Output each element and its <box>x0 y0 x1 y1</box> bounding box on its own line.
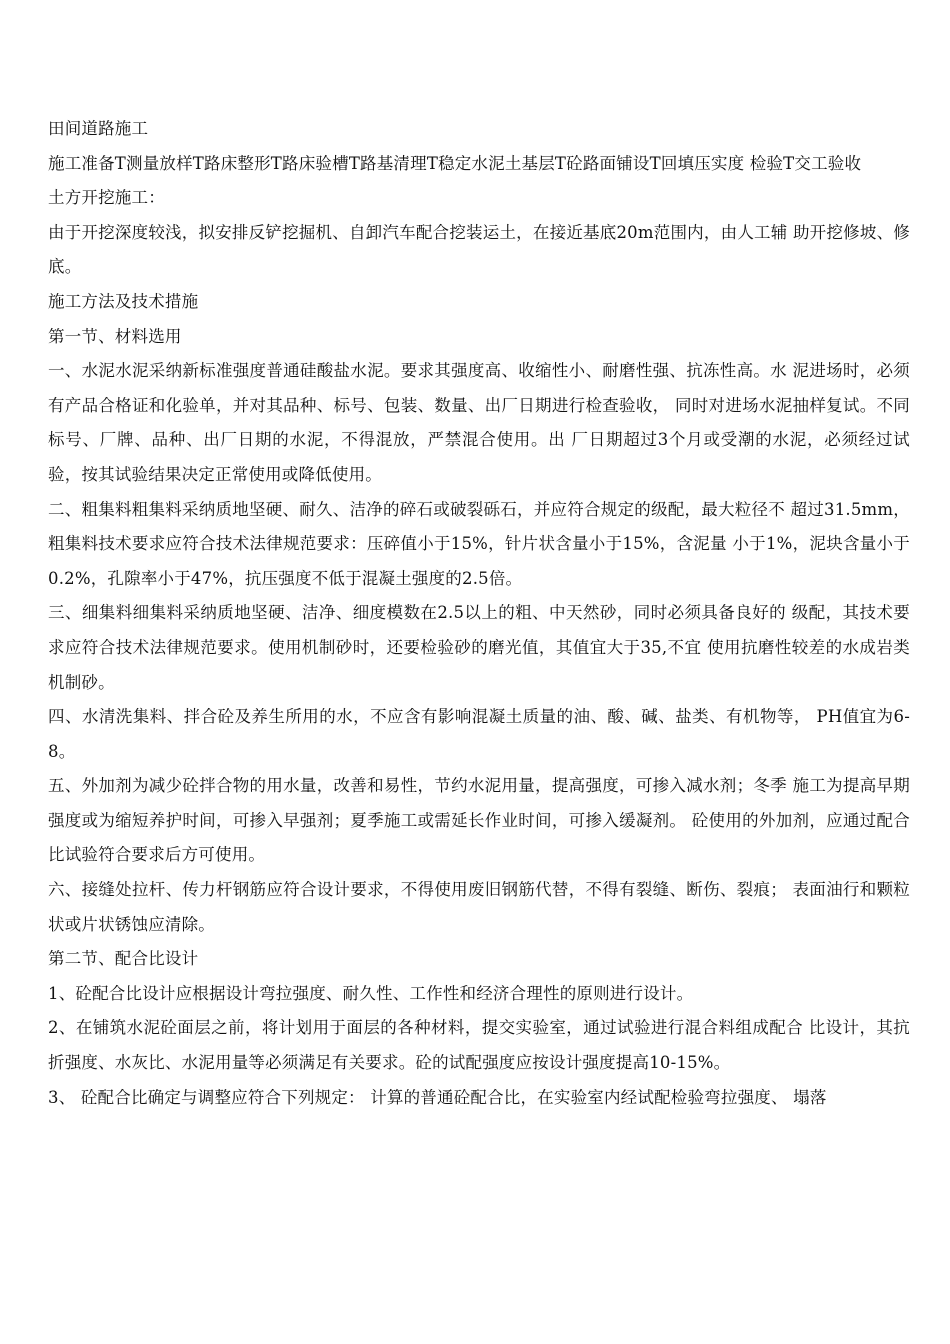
item-admixture: 五、外加剂为减少砼拌合物的用水量，改善和易性，节约水泥用量，提高强度，可掺入减水剂；冬季 施工为提高早期强度或为缩短养护时间，可掺入早强剂；夏季施工或需延长作业时间，可掺入缓凝剂。 砼使用的外加剂，应通过配合比试验符合要求后方可使用。 <box>48 776 910 865</box>
item-water: 四、水清洗集料、拌合砼及养生所用的水，不应含有影响混凝土质量的油、酸、碱、盐类、有机物等， PH值宜为6-8。 <box>48 707 910 761</box>
mix-design-item-1: 1、砼配合比设计应根据设计弯拉强度、耐久性、工作性和经济合理性的原则进行设计。 <box>48 983 694 1003</box>
chapter-title-materials: 第一节、材料选用 <box>48 326 182 346</box>
construction-process-flow: 施工准备T测量放样T路床整形T路床验槽T路基清理T稳定水泥土基层T砼路面铺设T回填压实度 检验T交工验收 <box>48 153 862 173</box>
mix-design-item-3: 3、 砼配合比确定与调整应符合下列规定： 计算的普通砼配合比，在实验室内经试配检验弯拉强度、 塌落 <box>48 1087 827 1107</box>
document-page <box>48 112 910 1115</box>
item-fine-aggregate: 三、细集料细集料采纳质地坚硬、洁净、细度模数在2.5以上的粗、中天然砂，同时必须具备良好的 级配，其技术要求应符合技术法律规范要求。使用机制砂时，还要检验砂的磨光值，其值宜大于35,不宜 使用抗磨性较差的水成岩类机制砂。 <box>48 603 910 692</box>
item-cement: 一、水泥水泥采纳新标准强度普通硅酸盐水泥。要求其强度高、收缩性小、耐磨性强、抗冻性高。水 泥进场时，必须有产品合格证和化验单，并对其品种、标号、包装、数量、出厂日期进行检查验收， 同时对进场水泥抽样复试。不同标号、厂牌、品种、出厂日期的水泥，不得混放，严禁混合使用。出 厂日期超过3个月或受潮的水泥，必须经过试验，按其试验结果决定正常使用或降低使用。 <box>48 361 910 484</box>
section-title-methods: 施工方法及技术措施 <box>48 291 199 311</box>
mix-design-item-2: 2、在铺筑水泥砼面层之前，将计划用于面层的各种材料，提交实验室，通过试验进行混合料组成配合 比设计，其抗折强度、水灰比、水泥用量等必须满足有关要求。砼的试配强度应按设计强度提高10-15%。 <box>48 1018 910 1073</box>
earthwork-description: 由于开挖深度较浅，拟安排反铲挖掘机、自卸汽车配合挖装运土，在接近基底20m范围内，由人工辅 助开挖修坡、修底。 <box>48 222 910 277</box>
item-coarse-aggregate: 二、粗集料粗集料采纳质地坚硬、耐久、洁净的碎石或破裂砾石，并应符合规定的级配，最大粒径不 超过31.5mm，粗集料技术要求应符合技术法律规范要求：压碎值小于15%，针片状含量小于15%，含泥量 小于1%，泥块含量小于0.2%，孔隙率小于47%，抗压强度不低于混凝土强度的2.5倍。 <box>48 499 910 588</box>
section-title-field-road: 田间道路施工 <box>48 119 149 138</box>
section-title-earthwork: 土方开挖施工： <box>48 188 165 208</box>
chapter-title-mix-design: 第二节、配合比设计 <box>48 949 199 969</box>
item-tie-bars: 六、接缝处拉杆、传力杆钢筋应符合设计要求，不得使用废旧钢筋代替，不得有裂缝、断伤、裂痕； 表面油行和颗粒状或片状锈蚀应清除。 <box>48 880 910 934</box>
